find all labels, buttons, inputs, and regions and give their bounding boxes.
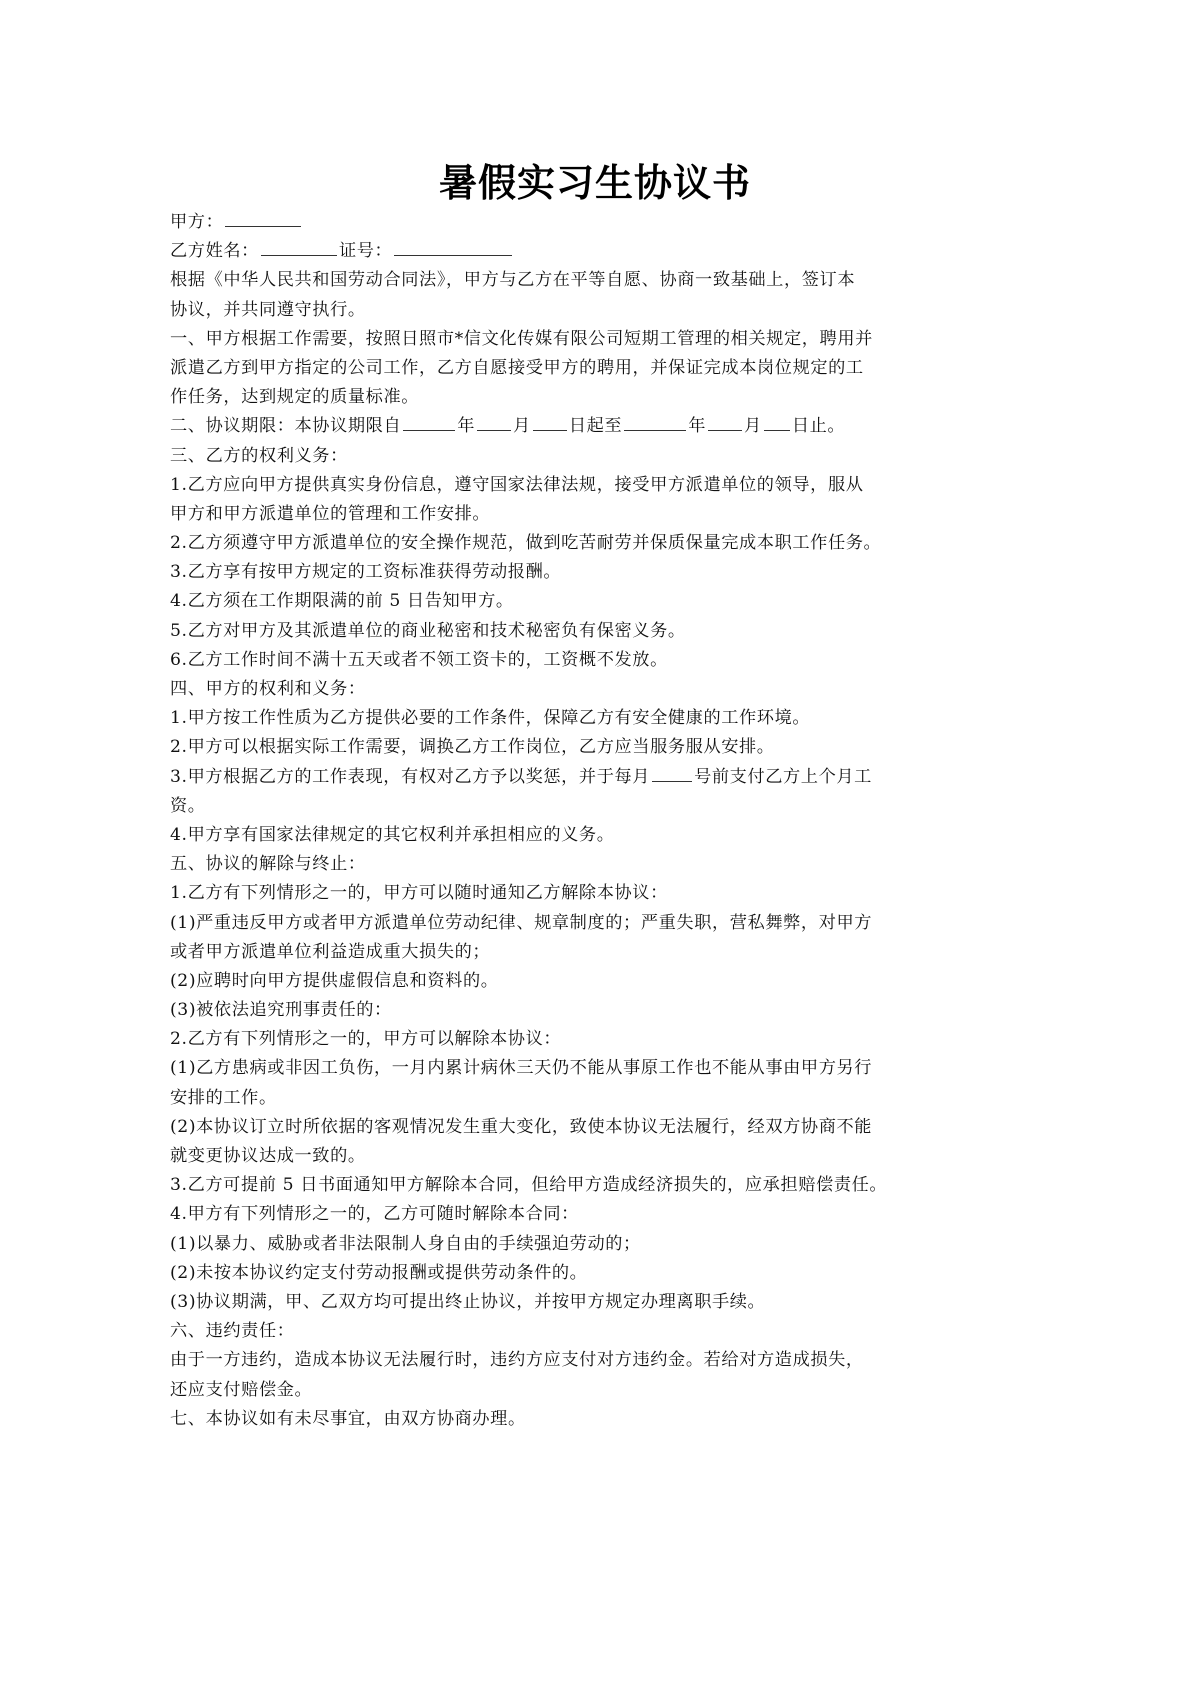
text-line: (2)未按本协议约定支付劳动报酬或提供劳动条件的。	[170, 1262, 588, 1283]
start-day-blank[interactable]	[533, 412, 567, 431]
text-line: (1)乙方患病或非因工负伤，一月内累计病休三天仍不能从事原工作也不能从事由甲方另行	[170, 1058, 873, 1079]
text-line: (2)应聘时向甲方提供虚假信息和资料的。	[170, 970, 499, 991]
text-line: 2.乙方有下列情形之一的，甲方可以解除本协议：	[170, 1029, 562, 1050]
id-label: 证号：	[338, 241, 393, 262]
text-line: (3)被依法追究刑事责任的：	[170, 1000, 392, 1021]
pay-suffix: 号前支付乙方上个月工	[694, 766, 872, 787]
party-a-label: 甲方：	[170, 212, 224, 232]
id-blank[interactable]	[394, 237, 512, 256]
text-line: 作任务，达到规定的质量标准。	[170, 387, 420, 408]
text-line: 协议，并共同遵守执行。	[170, 299, 366, 320]
text-line: 1.甲方按工作性质为乙方提供必要的工作条件，保障乙方有安全健康的工作环境。	[170, 708, 811, 729]
text-line: 2.甲方可以根据实际工作需要，调换乙方工作岗位，乙方应当服务服从安排。	[170, 737, 775, 758]
party-b-name-label: 乙方姓名：	[170, 241, 259, 262]
text-line: 根据《中华人民共和国劳动合同法》，甲方与乙方在平等自愿、协商一致基础上，签订本	[170, 270, 856, 291]
text-line: 4.甲方享有国家法律规定的其它权利并承担相应的义务。	[170, 824, 615, 845]
end-month-blank[interactable]	[708, 412, 742, 431]
text-line: 4.甲方有下列情形之一的，乙方可随时解除本合同：	[170, 1204, 579, 1225]
pay-prefix: 3.甲方根据乙方的工作表现，有权对乙方予以奖惩，并于每月	[170, 766, 651, 787]
text-line: (2)本协议订立时所依据的客观情况发生重大变化，致使本协议无法履行，经双方协商不能	[170, 1116, 873, 1137]
end-year-blank[interactable]	[624, 412, 686, 431]
text-line: 四、甲方的权利和义务：	[170, 679, 366, 699]
start-month-blank[interactable]	[477, 412, 511, 431]
text-line: 或者甲方派遣单位利益造成重大损失的；	[170, 941, 491, 962]
text-line: 资。	[170, 795, 206, 816]
pay-day-blank[interactable]	[652, 763, 692, 782]
year-label: 年	[688, 416, 707, 437]
pay-line	[170, 763, 948, 792]
text-line: 5.乙方对甲方及其派遣单位的商业秘密和技术秘密负有保密义务。	[170, 620, 686, 641]
text-line: 七、本协议如有未尽事宜，由双方协商办理。	[170, 1408, 526, 1429]
text-line: 安排的工作。	[170, 1087, 277, 1108]
text-line: 派遣乙方到甲方指定的公司工作，乙方自愿接受甲方的聘用，并保证完成本岗位规定的工	[170, 357, 864, 378]
text-line: 由于一方违约，造成本协议无法履行时，违约方应支付对方违约金。若给对方造成损失，	[170, 1350, 864, 1371]
text-line: 一、甲方根据工作需要，按照日照市*信文化传媒有限公司短期工管理的相关规定，聘用并	[170, 328, 873, 349]
text-line: 3.乙方可提前 5 日书面通知甲方解除本合同，但给甲方造成经济损失的，应承担赔偿责任。	[170, 1175, 888, 1196]
text-line: 就变更协议达成一致的。	[170, 1146, 366, 1166]
end-day-blank[interactable]	[764, 412, 790, 431]
term-prefix: 二、协议期限：本协议期限自	[170, 416, 402, 437]
party-b-line	[170, 237, 948, 266]
party-b-name-blank[interactable]	[261, 237, 337, 256]
text-line: 六、违约责任：	[170, 1321, 295, 1342]
text-line: (3)协议期满，甲、乙双方均可提出终止协议，并按甲方规定办理离职手续。	[170, 1291, 766, 1312]
text-line: 三、乙方的权利义务：	[170, 445, 348, 466]
month-label: 月	[513, 416, 531, 437]
page-title: 暑假实习生协议书	[438, 160, 751, 205]
start-year-blank[interactable]	[403, 412, 455, 431]
text-line: 2.乙方须遵守甲方派遣单位的安全操作规范，做到吃苦耐劳并保质保量完成本职工作任务。	[170, 533, 882, 554]
text-line: 甲方和甲方派遣单位的管理和工作安排。	[170, 503, 491, 524]
year-label: 年	[457, 416, 476, 437]
text-line: 五、协议的解除与终止：	[170, 854, 366, 875]
text-line: (1)以暴力、威胁或者非法限制人身自由的手续强迫劳动的；	[170, 1233, 641, 1254]
day-label: 日起至	[568, 416, 623, 437]
text-line: 1.乙方有下列情形之一的，甲方可以随时通知乙方解除本协议：	[170, 883, 668, 904]
day-label: 日止。	[791, 416, 846, 437]
party-a-blank[interactable]	[225, 208, 301, 227]
text-line: 3.乙方享有按甲方规定的工资标准获得劳动报酬。	[170, 562, 562, 583]
text-line: 6.乙方工作时间不满十五天或者不领工资卡的，工资概不发放。	[170, 649, 668, 670]
text-line: 还应支付赔偿金。	[170, 1379, 313, 1400]
text-line: 4.乙方须在工作期限满的前 5 日告知甲方。	[170, 591, 514, 612]
text-line: 1.乙方应向甲方提供真实身份信息，遵守国家法律法规，接受甲方派遣单位的领导，服从	[170, 474, 864, 495]
text-line: (1)严重违反甲方或者甲方派遣单位劳动纪律、规章制度的；严重失职，营私舞弊，对甲方	[170, 912, 873, 933]
party-a-line	[170, 208, 948, 237]
term-line	[170, 412, 948, 441]
month-label: 月	[744, 416, 762, 437]
document-body	[170, 208, 948, 1434]
